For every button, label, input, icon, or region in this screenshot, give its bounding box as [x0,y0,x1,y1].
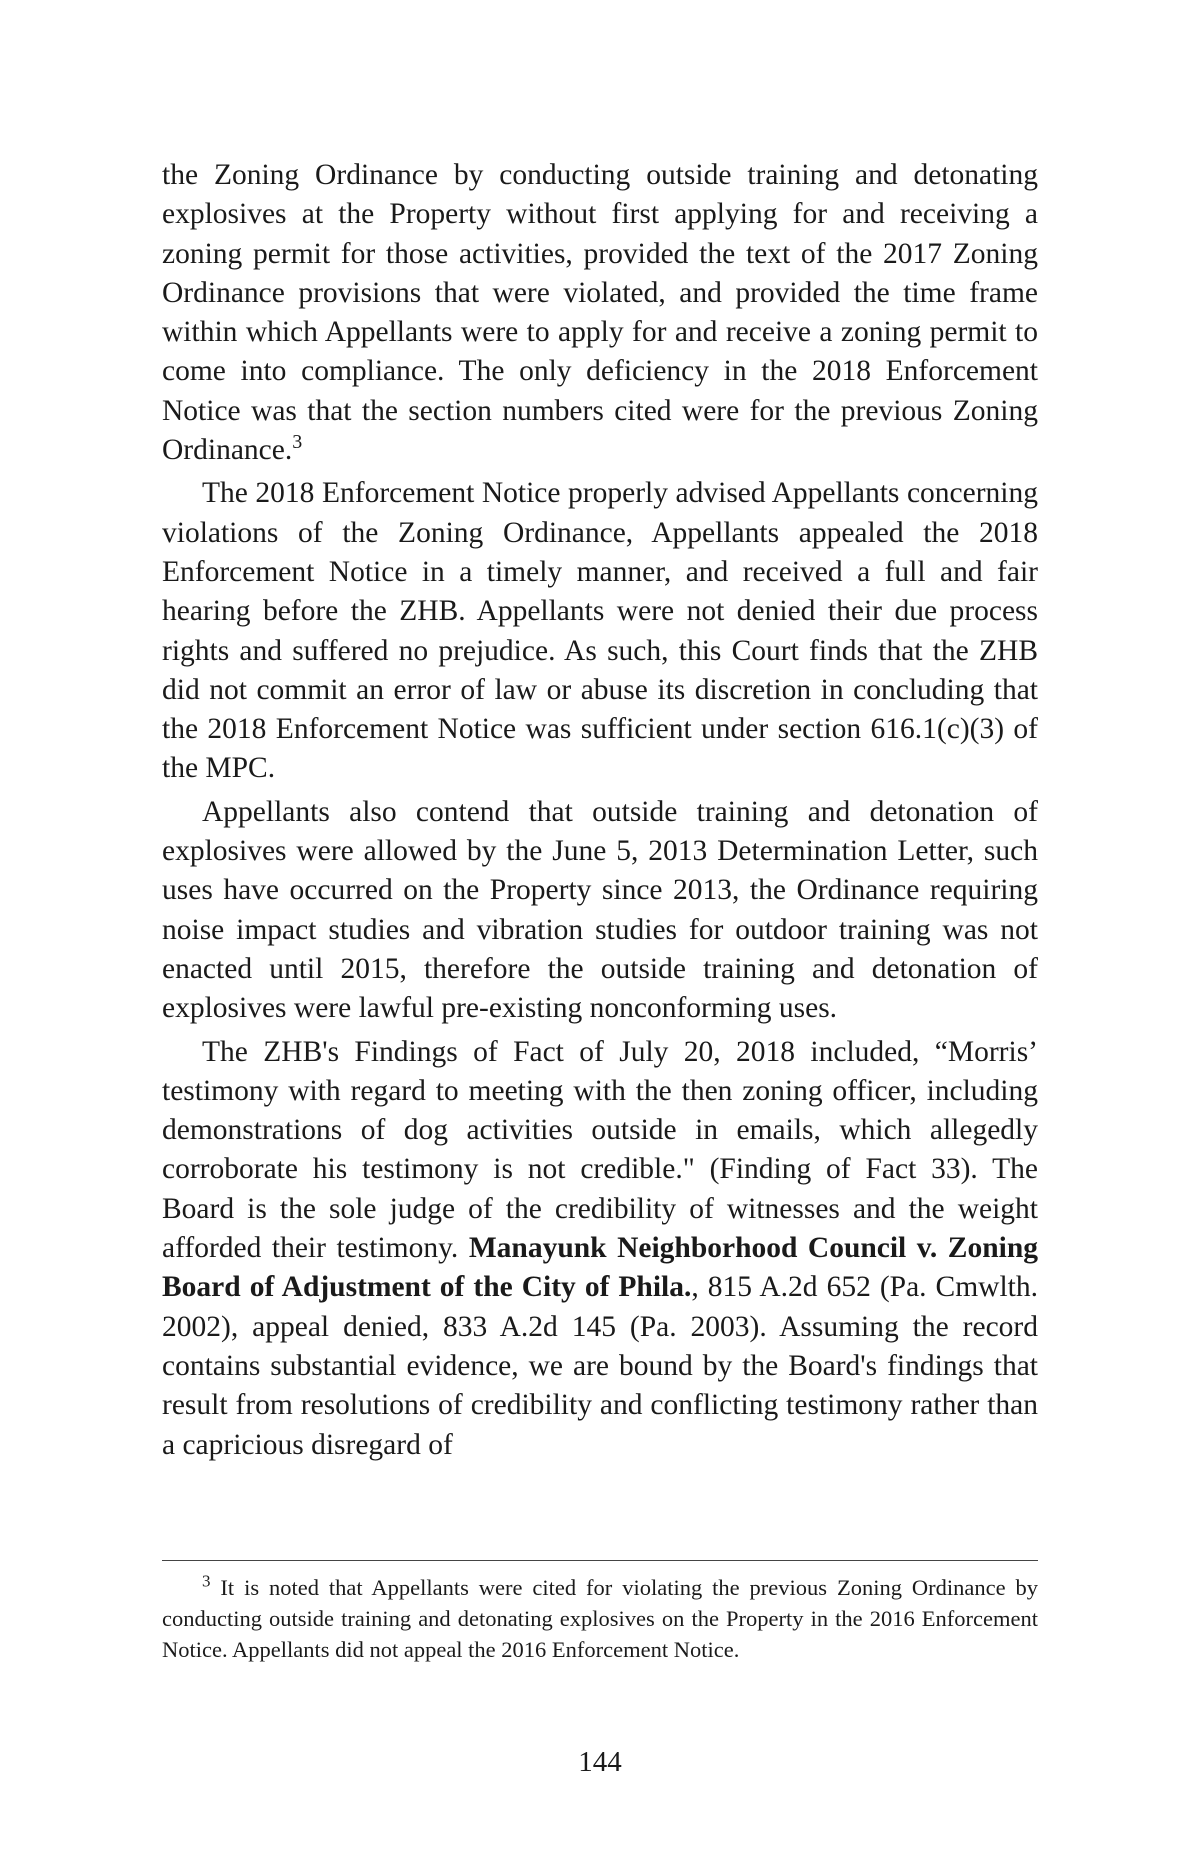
footnote-number: 3 [202,1571,211,1591]
paragraph-4-text-after: , 815 A.2d 652 (Pa. Cmwlth. 2002), appeal denied, 833 A.2d 145 (Pa. 2003). Assuming the record contains substantial evidence, we are bound by the Board's findings that result from resolutions of credibility and conflicting testimony rather than a capricious disregard of [162,1271,1038,1461]
main-text [162,156,1038,1465]
paragraph-2-text: The 2018 Enforcement Notice properly advised Appellants concerning violations of the Zoning Ordinance, Appellants appealed the 2018 Enforcement Notice in a timely manner, and received a full and fair hearing before the ZHB. Appellants were not denied their due process rights and suffered no prejudice. As such, this Court finds that the ZHB did not commit an error of law or abuse its discretion in concluding that the 2018 Enforcement Notice was sufficient under section 616.1(c)(3) of the MPC. [162,477,1038,785]
footnote-3 [162,1572,1038,1665]
paragraph-findings-of-fact [162,1033,1038,1465]
footnote-text: It is noted that Appellants were cited for violating the previous Zoning Ordinance by conducting outside training and detonating explosives on the Property in the 2016 Enforcement Notice. Appellants did not appeal the 2016 Enforcement Notice. [162,1575,1038,1662]
paragraph-enforcement-notice [162,474,1038,788]
paragraph-nonconforming-uses [162,793,1038,1029]
paragraph-3-text: Appellants also contend that outside training and detonation of explosives were allowed by the June 5, 2013 Determination Letter, such uses have occurred on the Property since 2013, the Ordinance requiring noise impact studies and vibration studies for outdoor training was not enacted until 2015, therefore the outside training and detonation of explosives were lawful pre-existing nonconforming uses. [162,795,1038,1025]
footnote-divider [162,1560,1038,1561]
paragraph-1-text: the Zoning Ordinance by conducting outside training and detonating explosives at the Property without first applying for and receiving a zoning permit for those activities, provided the text of the 2017 Zoning Ordinance provisions that were violated, and provided the time frame within which Appellants were to apply for and receive a zoning permit to come into compliance. The only deficiency in the 2018 Enforcement Notice was that the section numbers cited were for the previous Zoning Ordinance. [162,159,1038,467]
paragraph-continuation [162,156,1038,470]
page-number: 144 [578,1746,622,1778]
case-citation-name: Manayunk Neighborhood Council v. Zoning Board of Adjustment of the City of Phila. [162,1232,1038,1304]
footnote-reference-3[interactable]: 3 [292,431,303,454]
paragraph-4-text-before: The ZHB's Findings of Fact of July 20, 2018 included, “Morris’ testimony with regard to meeting with the then zoning officer, including demonstrations of dog activities outside in emails, which allegedly corroborate his testimony is not credible." (Finding of Fact 33). The Board is the sole judge of the credibility of witnesses and the weight afforded their testimony. [162,1035,1038,1265]
